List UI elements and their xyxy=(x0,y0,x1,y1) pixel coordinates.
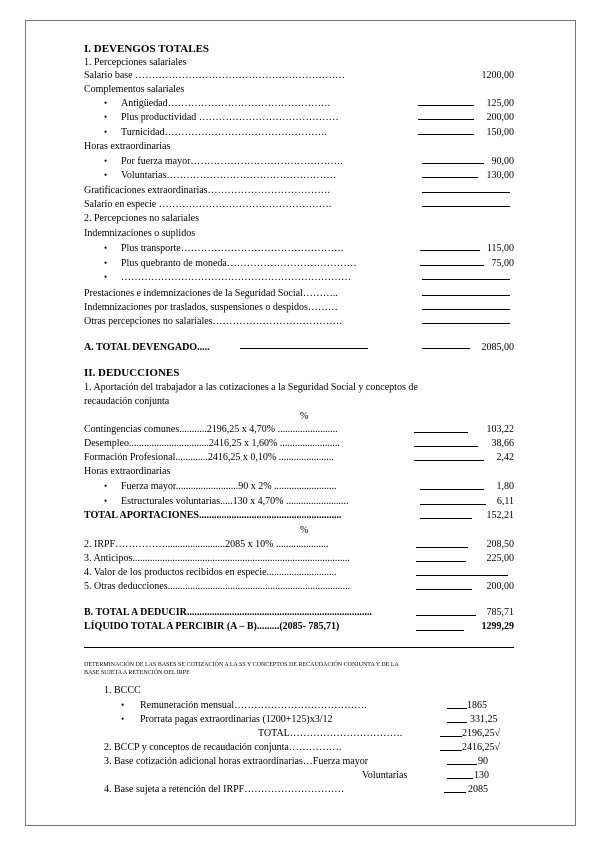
section-title-deducciones: II. DEDUCCIONES xyxy=(84,367,180,379)
bccp-label: 2. BCCP y conceptos de recaudación conjunta……………. xyxy=(104,742,342,753)
otras-deducciones-label: 5. Otras deducciones......................................................................... xyxy=(84,581,351,592)
bullet-icon: • xyxy=(104,481,108,491)
formacion-label: Formación Profesional.............2416,25 x 0,10% ...................... xyxy=(84,452,334,463)
antiguedad-label: Antigüedad…………………………………………. xyxy=(121,98,331,109)
bullet-icon: • xyxy=(104,496,108,506)
prorrata-value: 331,25 xyxy=(470,714,498,725)
empty-bullet-label: …………………………………………………………… xyxy=(121,272,351,283)
liquido-label: LÍQUIDO TOTAL A PERCIBIR (A – B).........(2085- 785,71) xyxy=(84,621,340,632)
subheading-salariales: 1. Percepciones salariales xyxy=(84,57,187,68)
value-line xyxy=(447,764,477,765)
estructurales-label: Estructurales voluntarias.....130 x 4,70% ......................... xyxy=(121,496,349,507)
bases-heading-1: DETERMINACIÓN DE LAS BASES SE COTIZACIÓN A LA SS Y CONCEPTOS DE RECAUDACIÓN CONJUNTA Y DE LA xyxy=(84,662,399,668)
value-line xyxy=(420,518,472,519)
value-line xyxy=(414,432,468,433)
liquido-value: 1299,29 xyxy=(481,621,514,632)
bccp-value: 2416,25√ xyxy=(462,742,500,753)
percent-header-2: % xyxy=(300,525,309,536)
total-bccc-value: 2196,25√ xyxy=(462,728,500,739)
total-aportaciones-value: 152,21 xyxy=(486,510,514,521)
plus-transporte-value: 115,00 xyxy=(486,243,514,254)
horas-extra-label: Horas extraordinarias xyxy=(84,141,171,152)
horas-extra-deduc-label: Horas extraordinarias xyxy=(84,466,171,477)
value-line xyxy=(240,348,368,349)
plus-productividad-label: Plus productividad …………………………………… xyxy=(121,112,339,123)
value-line xyxy=(440,750,462,751)
contingencias-value: 103,22 xyxy=(486,424,514,435)
plus-productividad-value: 200,00 xyxy=(486,112,514,123)
total-devengado-label: A. TOTAL DEVENGADO..... xyxy=(84,342,210,353)
indemn-traslados-label: Indemnizaciones por traslados, suspensiones o despidos……… xyxy=(84,302,338,313)
prorrata-label: Prorrata pagas extraordinarias (1200+125)x3/12 xyxy=(140,714,333,725)
anticipos-value: 225,00 xyxy=(486,553,514,564)
value-line xyxy=(444,792,466,793)
bullet-icon: • xyxy=(121,700,125,710)
section-title-devengos: I. DEVENGOS TOTALES xyxy=(84,43,210,55)
plus-transporte-label: Plus transporte…………………………………………. xyxy=(121,243,344,254)
indemnizaciones-label: Indemnizaciones o suplidos xyxy=(84,228,196,239)
value-line xyxy=(422,192,510,193)
estructurales-value: 6,11 xyxy=(496,496,514,507)
value-line xyxy=(416,589,472,590)
voluntarias-base-value: 130 xyxy=(474,770,489,781)
bullet-icon: • xyxy=(104,98,108,108)
bases-heading-2: BASE SUJETA A RETENCIÓN DEL IRPF. xyxy=(84,670,191,676)
aportacion-heading-2: recaudación conjunta xyxy=(84,396,170,407)
fuerza-mayor-label: Por fuerza mayor………………………………………. xyxy=(121,156,343,167)
bullet-icon: • xyxy=(104,272,108,282)
complementos-label: Complementos salariales xyxy=(84,84,185,95)
fuerza-mayor-deduc-value: 1,80 xyxy=(496,481,514,492)
bullet-icon: • xyxy=(104,156,108,166)
value-line xyxy=(418,105,474,106)
value-line xyxy=(416,575,508,576)
total-deducir-value: 785,71 xyxy=(486,607,514,618)
value-line xyxy=(416,615,476,616)
otras-percepciones-label: Otras percepciones no salariales………………………………… xyxy=(84,316,343,327)
valor-productos-label: 4. Valor de los productos recibidos en especie............................ xyxy=(84,567,337,578)
value-line xyxy=(422,206,510,207)
value-line xyxy=(422,309,510,310)
turnicidad-value: 150,00 xyxy=(486,127,514,138)
value-line xyxy=(422,279,510,280)
subheading-no-salariales: 2. Percepciones no salariales xyxy=(84,213,199,224)
irpf-label: 2. IRPF……………........................2085 x 10% ..................... xyxy=(84,539,329,550)
antiguedad-value: 125,00 xyxy=(486,98,514,109)
value-line xyxy=(422,177,478,178)
bullet-icon: • xyxy=(104,243,108,253)
plus-quebranto-label: Plus quebranto de moneda………………………………… xyxy=(121,258,357,269)
salario-base-value: 1200,00 xyxy=(481,70,514,81)
value-line xyxy=(420,504,486,505)
salario-especie-label: Salario en especie ……………………………………………. xyxy=(84,199,332,210)
bullet-icon: • xyxy=(104,258,108,268)
aportacion-heading-1: 1. Aportación del trabajador a las cotizaciones a la Seguridad Social y conceptos de xyxy=(84,382,418,393)
remuneracion-value: 1865 xyxy=(467,700,487,711)
value-line xyxy=(422,323,510,324)
fuerza-mayor-deduc-label: Fuerza mayor.........................90 x 2% ......................... xyxy=(121,481,337,492)
salario-base-label: Salario base ……………………………………………………… xyxy=(84,70,346,81)
value-line xyxy=(422,348,470,349)
section-divider xyxy=(84,647,514,648)
percent-header: % xyxy=(300,411,309,422)
total-bccc-label: TOTAL……………………………. xyxy=(258,728,403,739)
value-line xyxy=(422,295,510,296)
gratificaciones-label: Gratificaciones extraordinarias………………………………. xyxy=(84,185,331,196)
value-line xyxy=(418,134,474,135)
irpf-value: 208,50 xyxy=(486,539,514,550)
voluntarias-base-label: Voluntarias xyxy=(362,770,408,781)
base-cotizacion-label: 3. Base cotización adicional horas extraordinarias…Fuerza mayor xyxy=(104,756,369,767)
value-line xyxy=(418,119,474,120)
bccc-label: 1. BCCC xyxy=(104,685,141,696)
voluntarias-value: 130,00 xyxy=(486,170,514,181)
desempleo-label: Desempleo................................2416,25 x 1,60% ........................ xyxy=(84,438,340,449)
turnicidad-label: Turnicidad…………………………………………. xyxy=(121,127,328,138)
base-irpf-label: 4. Base sujeta a retención del IRPF………………………… xyxy=(104,784,345,795)
total-devengado-value: 2085,00 xyxy=(481,342,514,353)
base-cotizacion-value: 90 xyxy=(478,756,488,767)
prestaciones-label: Prestaciones e indemnizaciones de la Seguridad Social……….. xyxy=(84,288,338,299)
bullet-icon: • xyxy=(104,170,108,180)
base-irpf-value: 2085 xyxy=(468,784,488,795)
remuneracion-label: Remuneración mensual…………………………………. xyxy=(140,700,367,711)
value-line xyxy=(414,460,484,461)
value-line xyxy=(416,561,466,562)
bullet-icon: • xyxy=(121,714,125,724)
desempleo-value: 38,66 xyxy=(491,438,514,449)
value-line xyxy=(420,265,484,266)
value-line xyxy=(447,708,467,709)
value-line xyxy=(420,489,484,490)
plus-quebranto-value: 75,00 xyxy=(491,258,514,269)
otras-deducciones-value: 200,00 xyxy=(486,581,514,592)
value-line xyxy=(414,446,478,447)
value-line xyxy=(440,736,462,737)
contingencias-label: Contingencias comunes...........2196,25 x 4,70% ........................ xyxy=(84,424,338,435)
bullet-icon: • xyxy=(104,127,108,137)
voluntarias-label: Voluntarias…………………………………………… xyxy=(121,170,337,181)
value-line xyxy=(447,722,467,723)
anticipos-label: 3. Anticipos....................................................................................... xyxy=(84,553,350,564)
total-aportaciones-label: TOTAL APORTACIONES......................................................... xyxy=(84,510,342,521)
value-line xyxy=(420,250,480,251)
value-line xyxy=(416,630,464,631)
fuerza-mayor-value: 90,00 xyxy=(491,156,514,167)
value-line xyxy=(422,163,484,164)
bullet-icon: • xyxy=(104,112,108,122)
formacion-value: 2,42 xyxy=(496,452,514,463)
total-deducir-label: B. TOTAL A DEDUCIR.......................................................................... xyxy=(84,607,372,618)
value-line xyxy=(447,778,473,779)
value-line xyxy=(416,547,468,548)
